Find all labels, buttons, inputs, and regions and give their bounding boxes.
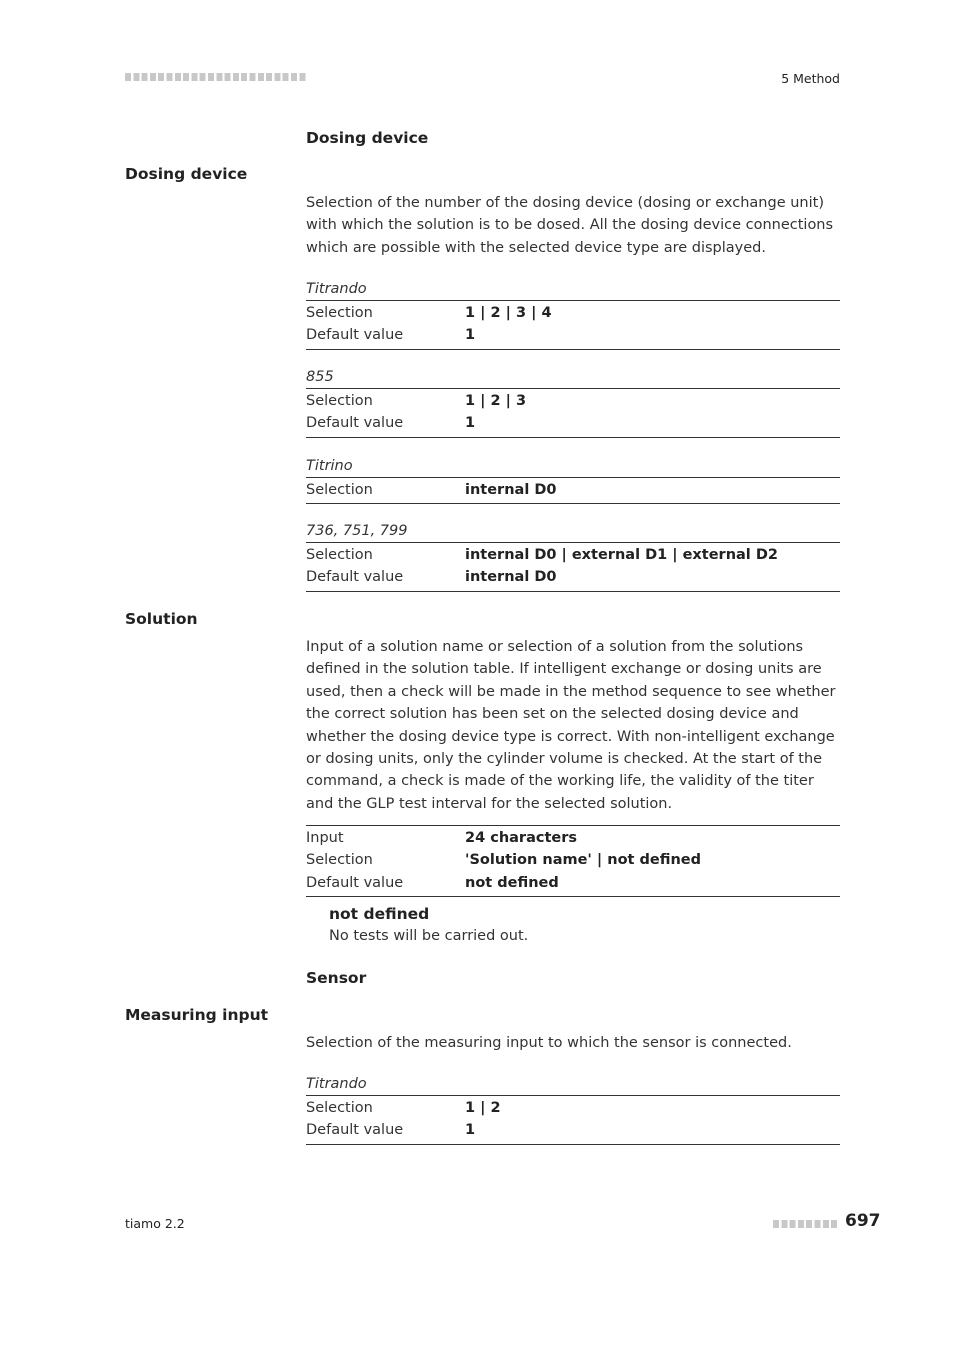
row-value: internal D0 (465, 569, 557, 586)
row-value: 1 | 2 | 3 | 4 (465, 305, 552, 321)
row-value: internal D0 | external D1 | external D2 (465, 547, 778, 563)
option-description-not-defined: No tests will be carried out. (329, 928, 529, 944)
row-key: Default value (306, 874, 404, 891)
row-value: 'Solution name' | not defined (465, 852, 702, 869)
row-value: 24 characters (465, 830, 578, 846)
row-key: Selection (306, 1100, 373, 1116)
parameter-label-solution: Solution (125, 610, 198, 628)
footer-decoration (773, 1220, 839, 1228)
parameter-label-measuring-input: Measuring input (125, 1006, 269, 1024)
table-row (306, 479, 840, 501)
row-key: Selection (306, 852, 373, 869)
row-value: 1 | 2 (465, 1100, 501, 1116)
option-title-not-defined: not defined (329, 905, 430, 923)
dosing-table-titrino (306, 455, 840, 504)
measuring-input-table-titrando (306, 1073, 840, 1145)
table-row (306, 827, 840, 849)
row-value: not defined (465, 874, 559, 891)
row-key: Default value (306, 569, 404, 586)
table-row (306, 390, 840, 412)
section-title-sensor: Sensor (306, 969, 367, 987)
table-row (306, 544, 840, 566)
table-caption: Titrando (306, 1076, 367, 1092)
table-row (306, 1119, 840, 1141)
table-caption: Titrando (306, 281, 367, 297)
row-key: Default value (306, 415, 404, 432)
row-value: 1 (465, 327, 476, 344)
row-key: Selection (306, 482, 373, 498)
row-value: 1 (465, 1122, 476, 1139)
row-key: Selection (306, 547, 373, 563)
table-row (306, 849, 840, 871)
table-row (306, 872, 840, 894)
table-caption: Titrino (306, 458, 353, 474)
section-title-dosing-device: Dosing device (306, 129, 429, 147)
measuring-input-description: Selection of the measuring input to which the sensor is connected. (306, 1035, 792, 1051)
row-key: Default value (306, 327, 404, 344)
header-decoration (125, 73, 307, 81)
table-caption: 736, 751, 799 (306, 523, 408, 539)
row-key: Selection (306, 393, 373, 409)
solution-table (306, 825, 840, 897)
parameter-label-dosing-device: Dosing device (125, 165, 248, 183)
dosing-table-titrando (306, 278, 840, 350)
table-row (306, 1097, 840, 1119)
chapter-title: 5 Method (781, 71, 840, 86)
row-key: Selection (306, 305, 373, 321)
row-key: Input (306, 830, 344, 846)
solution-description: Input of a solution name or selection of a solution from the solutions defined in the solution table. If intelligent exchange or dosing units are used, then a check will be made in the method sequence to see whether the correct solution has been set on the selected dosing device and whether the dosing device type is correct. With non-intelligent exchange or dosing units, only the cylinder volume is checked. At the start of the command, a check is made of the working life, the validity of the titer and the GLP test interval for the selected solution. (306, 639, 836, 812)
row-value: 1 (465, 415, 476, 432)
table-row (306, 324, 840, 346)
dosing-device-description: Selection of the number of the dosing device (dosing or exchange unit) with which the solution is to be dosed. All the dosing device connections which are possible with the selected device type are displayed. (306, 195, 834, 256)
row-key: Default value (306, 1122, 404, 1139)
row-value: internal D0 (465, 482, 557, 498)
dosing-table-855 (306, 366, 840, 438)
dosing-table-736-751-799 (306, 520, 840, 592)
page-number: 697 (845, 1211, 881, 1231)
footer-product: tiamo 2.2 (125, 1216, 185, 1231)
table-row (306, 566, 840, 588)
table-row (306, 412, 840, 434)
row-value: 1 | 2 | 3 (465, 393, 527, 409)
table-caption: 855 (306, 369, 334, 385)
table-row (306, 302, 840, 324)
